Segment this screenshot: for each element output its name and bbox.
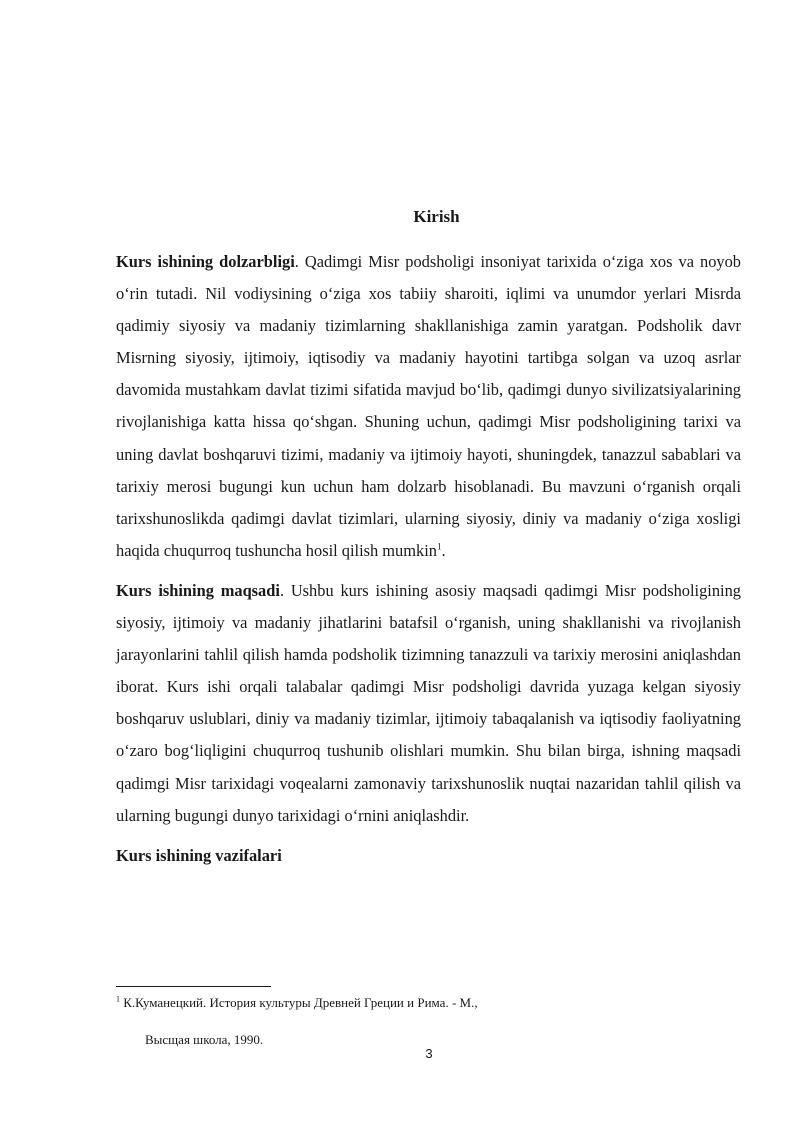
footnote-marker: 1 (116, 994, 120, 1004)
page-number: 3 (425, 1046, 433, 1061)
paragraph-lead: Kurs ishining maqsadi (116, 580, 280, 600)
body-text (116, 246, 741, 872)
paragraph-text: . Ushbu kurs ishining asosiy maqsadi qadimgi Misr podsholigining siyosiy, ijtimoiy va madaniy jihatlarini batafsil o‘rganish, uning shakllanishi va rivojlanish jarayonlarini tahlil qilish hamda podsholik tizimning tanazzuli va tarixiy merosini aniqlashdan iborat. Kurs ishi orqali talabalar qadimgi Misr podsholigi davrida yuzaga kelgan siyosiy boshqaruv uslublari, diniy va madaniy tizimlar, ijtimoiy tabaqalanish va iqtisodiy faoliyatning o‘zaro bog‘liqligini chuqurroq tushunib olishlari mumkin. Shu bilan birga, ishning maqsadi qadimgi Misr tarixidagi voqealarni zamonaviy tarixshunoslik nuqtai nazaridan tahlil qilish va ularning bugungi dunyo tarixidagi o‘rnini aniqlashdir. (116, 580, 741, 825)
paragraph-relevance (116, 246, 741, 567)
paragraph-end: . (441, 540, 446, 560)
subheading-tasks: Kurs ishining vazifalari (116, 845, 282, 865)
footnote (116, 994, 741, 1011)
footnote-text: К.Куманецкий. История культуры Древней Греции и Рима. - М., (120, 995, 478, 1010)
paragraph-goal (116, 575, 741, 832)
paragraph-text: . Qadimgi Misr podsholigi insoniyat tarixida o‘ziga xos va noyob o‘rin tutadi. Nil vodiysining o‘ziga xos tabiiy sharoiti, iqlimi va unumdor yerlari Misrda qadimiy siyosiy va madaniy tizimlarning shakllanishiga zamin yaratgan. Podsholik davr Misrning siyosiy, ijtimoiy, iqtisodiy va madaniy hayotini tartibga solgan va uzoq asrlar davomida mustahkam davlat tizimi sifatida mavjud bo‘lib, qadimgi dunyo sivilizatsiyalarining rivojlanishiga katta hissa qo‘shgan. Shuning uchun, qadimgi Misr podsholigining tarixi va uning davlat boshqaruvi tizimi, madaniy va ijtimoiy hayoti, shuningdek, tanazzul sabablari va tarixiy merosi bugungi kun uchun ham dolzarb hisoblanadi. Bu mavzuni o‘rganish orqali tarixshunoslikda qadimgi davlat tizimlari, ularning siyosiy, diniy va madaniy o‘ziga xosligi haqida chuqurroq tushuncha hosil qilish mumkin (116, 252, 741, 560)
section-title: Kirish (413, 207, 460, 226)
footnote-divider (116, 986, 271, 987)
paragraph-lead: Kurs ishining dolzarbligi (116, 252, 295, 271)
footnote-reference[interactable]: 1 (436, 541, 442, 552)
footnote-continuation: Высщая школа, 1990. (145, 1032, 264, 1047)
